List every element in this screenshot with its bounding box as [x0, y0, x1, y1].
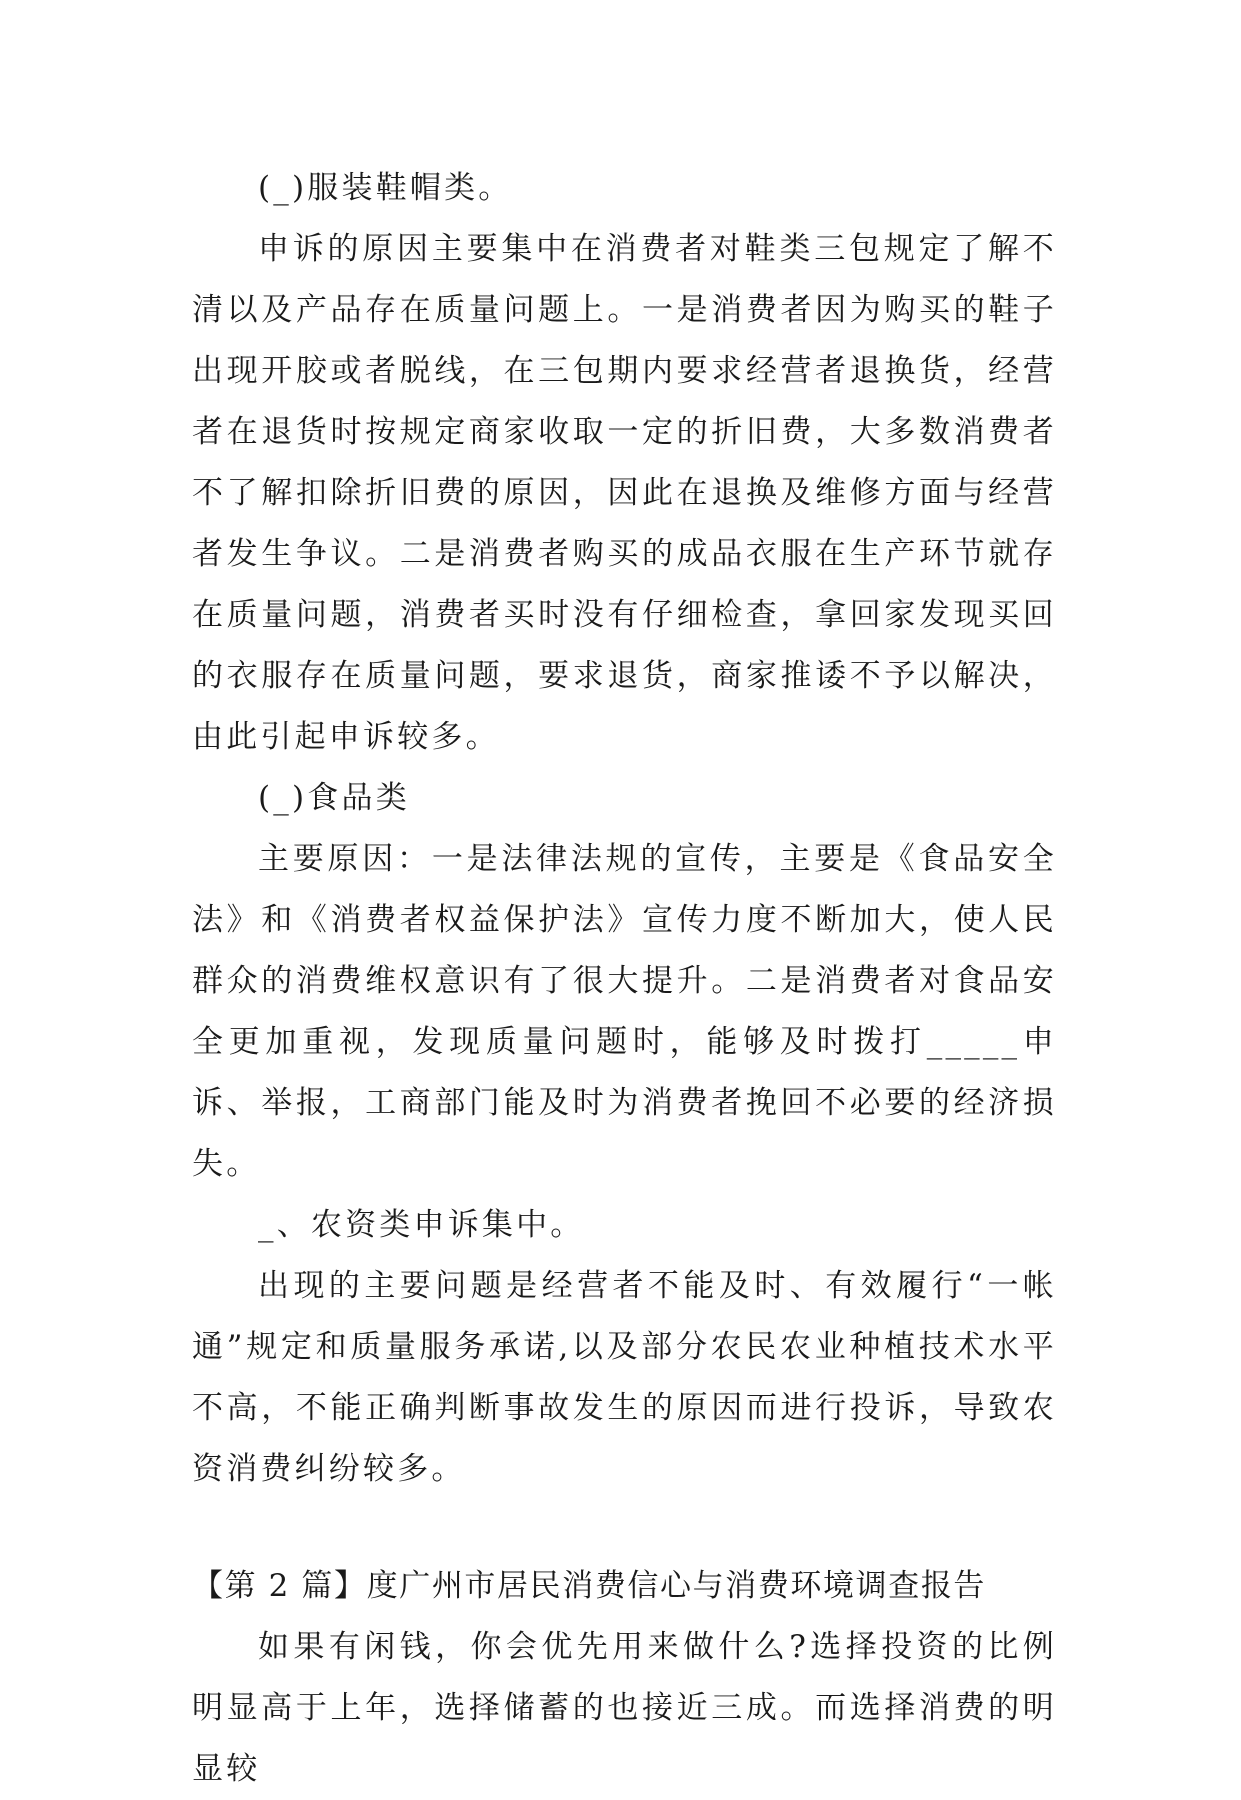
- section-heading-agricultural: _、农资类申诉集中。: [258, 1207, 585, 1243]
- paragraph-agricultural-complaints: 出现的主要问题是经营者不能及时、有效履行“一帐通”规定和质量服务承诺,以及部分农民农业种植技术水平不高，不能正确判断事故发生的原因而进行投诉，导致农资消费纠纷较多。: [192, 1268, 1057, 1487]
- paragraph-clothing-complaints: 申诉的原因主要集中在消费者对鞋类三包规定了解不清以及产品存在质量问题上。一是消费者因为购买的鞋子出现开胶或者脱线，在三包期内要求经营者退换货，经营者在退货时按规定商家收取一定的折旧费，大多数消费者不了解扣除折旧费的原因，因此在退换及维修方面与经营者发生争议。二是消费者购买的成品衣服在生产环节就存在质量问题，消费者买时没有仔细检查，拿回家发现买回的衣服存在质量问题，要求退货，商家推诿不予以解决，由此引起申诉较多。: [192, 231, 1057, 755]
- paragraph-food-complaints: 主要原因：一是法律法规的宣传，主要是《食品安全法》和《消费者权益保护法》宣传力度不断加大，使人民群众的消费维权意识有了很大提升。二是消费者对食品安全更加重视，发现质量问题时，能够及时拨打_____申诉、举报，工商部门能及时为消费者挽回不必要的经济损失。: [192, 841, 1057, 1182]
- section-heading-food: (_)食品类: [258, 780, 410, 816]
- section-heading-clothing: (_)服装鞋帽类。: [258, 170, 513, 206]
- article-2-paragraph: 如果有闲钱，你会优先用来做什么?选择投资的比例明显高于上年，选择储蓄的也接近三成。而选择消费的明显较: [192, 1629, 1057, 1787]
- section-gap: [192, 1500, 1057, 1556]
- document-page: [192, 158, 1057, 1800]
- article-2-title: 【第 2 篇】度广州市居民消费信心与消费环境调查报告: [192, 1568, 987, 1604]
